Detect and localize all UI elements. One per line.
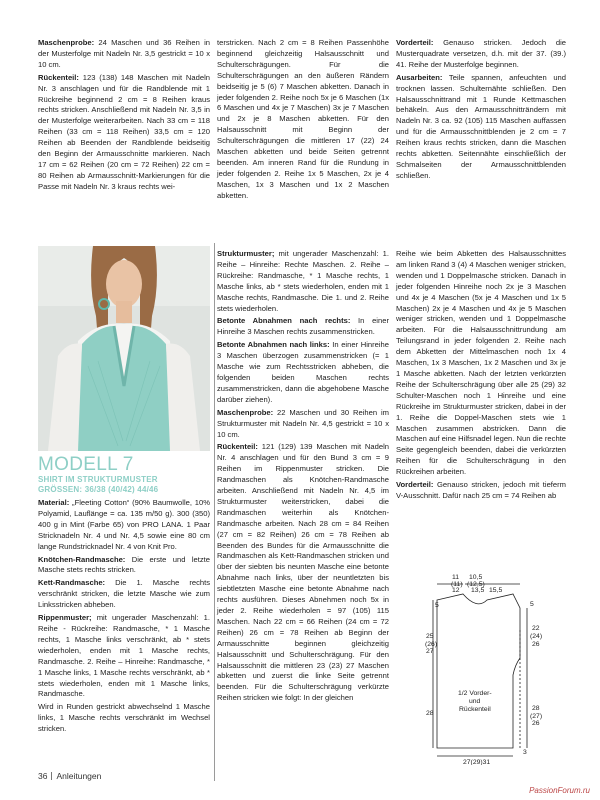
paragraph (217, 442, 389, 704)
dim-top-left-1: 11 (452, 574, 460, 581)
dim-left-mid-1: 25 (426, 633, 434, 640)
column-2-top (217, 38, 389, 204)
paragraph (217, 340, 389, 405)
paragraph (38, 38, 210, 71)
paragraph-heading: Betonte Abnahmen nach rechts: (217, 316, 351, 326)
paragraph (38, 498, 210, 553)
paragraph-text: 123 (138) 148 Maschen mit Nadeln Nr. 3 anschlagen und für die Randblende mit 1 Rückreihe beginnend 2 cm = 8 Reihen kraus rechts stricken. Anschließend mit Nadeln Nr. 3,5 in der Musterfolge weiterarbeiten. Nach 33 cm = 118 Reihen (33 cm = 118 Reihen) 33,5 cm = 120 Reihen ab Beenden der Randblende beidseitig den Beginn der Armausschnitte markieren. Nach 17 cm = 62 Reihen (20 cm = 72 Reihen) 22 cm = 80 Reihen ab Armausschnitt-Markierungen für die Passe mit Nadeln Nr. 3 kraus rechts wei- (38, 72, 210, 191)
dim-right-low-3: 26 (532, 720, 540, 727)
column-2-bottom (217, 249, 389, 706)
paragraph-text: 121 (129) 139 Maschen mit Nadeln Nr. 4 anschlagen und für den Bund 3 cm = 9 Reihen im Rippenmuster stricken. Die Randmaschen als Knötchen-Randmasche arbeiten. Anschließend mit Nadeln Nr. 4,5 im Strukturmuster weiterstricken, dabei die Randmaschen weiterhin als Knötchen-Randmasche arbeiten. Nach 28 cm = 84 Reihen (27 cm = 82 Reihen) 26 cm = 78 Reihen ab Beenden des Bundes für die Armausschnitte die Randmaschen als Kett-Randmaschen stricken und über der siebten bis neunten Masche eine betonte Abnahme nach links, über der neuntletzten bis siebtletzten Masche eine betonte Abnahme nach rechts ausführen. Dieses Abnehmen noch 5x in jeder 2. Reihe wiederholen = 97 (105) 115 Maschen. Nach 22 cm = 66 Reihen (24 cm = 72 Reihen) 26 cm = 78 Reihen ab Beginn der Armausschnitte beginnen gleichzeitig Halsausschnitt und Schulterschrägung. Für den Halsausschnitt die mittleren 23 (23) 27 Maschen abketten und zuerst die linke Seite getrennt beenden. Für die Schulterschrägung verkürzte Reihen stricken wie folgt: In der gleichen (217, 442, 389, 703)
paragraph-text: In einer Hinreihe 3 Maschen überzogen zusammenstricken (= 1 Masche wie zum Rechtsstricken abheben, die folgenden beiden Maschen rechts zusammenstricken, dann die abgehobene Masche darüber ziehen). (217, 340, 389, 404)
paragraph-heading: Vorderteil: (396, 480, 434, 490)
dim-top-left-3: 12 (452, 587, 460, 594)
dim-right-mid-1: 22 (532, 625, 540, 632)
paragraph (38, 578, 210, 611)
model-sizes: GRÖSSEN: 36/38 (40/42) 44/46 (38, 485, 159, 494)
paragraph (396, 38, 566, 71)
paragraph-text: Die 1. Masche rechts verschränkt stricken, die letzte Masche wie zum Linksstricken abheben. (38, 578, 210, 610)
dim-right-5: 5 (530, 601, 534, 608)
paragraph-text: Reihe wie beim Abketten des Halsausschnittes am linken Rand 3 (4) 4 Maschen weniger stricken, wenden und 1 Doppelmasche stricken. Danach in jeder folgenden Hinreihe noch 2x je 3 Maschen und 4x je 4 Maschen (5x je 4 Maschen und 1x 5 Maschen) 2x je 4 Maschen und 4x je 5 Maschen weniger stricken, wenden und 1 Doppelmasche arbeiten. Für die Halsausschnittrundung am Teilungsrand in jeder folgenden 2. Reihe nach dem Abketten der Mittelmaschen noch 1x 4 Maschen, 1x 3 Maschen, 1x 2 Maschen und 3x je 1 Masche abketten. Nach der letzten verkürzten Reihe der Schulterschrägung über alle 25 (29) 32 Schulter-Maschen noch 1 Hinreihe und eine Rückreihe im Strukturmuster stricken, dabei in der 1. Reihe die Doppel-Maschen stets wie 1 Maschen zusammen abstricken. Dann die Maschen auf eine Hilfsnadel legen. Nun die rechte Seite gegengleich beenden, dabei die verkürzten Reihen für die Schulterschrägung in den Rückreihen arbeiten. (396, 249, 566, 477)
schematic-label-2: und (469, 698, 481, 705)
paragraph-heading: Vorderteil: (396, 38, 434, 47)
dim-left-5: 5 (435, 602, 439, 609)
paragraph-text: Teile spannen, anfeuchten und trocknen lassen. Schulternähte schließen. Den Halsausschnittrand mit 1 Runde Kettmaschen behäkeln. Aus den Armausschnitträndern mit Nadeln Nr. 3 ca. 92 (105) 115 Maschen auffassen und für die Armausschnittblenden je 2 cm = 7 Reihen kraus rechts stricken, dann die Maschen rechts abketten. Seitennähte einschließlich der Schmalseiten der Armausschnittblenden schließen. (396, 72, 566, 180)
model-photo (38, 246, 210, 451)
page-footer (38, 771, 101, 781)
paragraph-text: mit ungerader Maschenzahl: 1. Reihe - Rückreihe: Randmasche, * 1 Masche rechts, 1 Masche links verschränkt, ab * stets wiederholen, enden mit 1 Masche rechts, Randmasche. 2. Reihe – Hinreihe: Randmasche, * 1 Masche links, 1 Masche rechts verschränkt, ab * stets wiederholen, enden mit 1 Masche links, Randmasche. (38, 613, 210, 699)
page-number: 36 (38, 771, 48, 781)
paragraph-text: Genauso stricken. Jedoch die Musterquadrate versetzen, d.h. mit der 37. (39.) 41. Reihe der Musterfolge beginnen. (396, 38, 566, 69)
paragraph (396, 249, 566, 478)
dim-bottom: 27(29)31 (463, 759, 491, 765)
dim-top-right-1: 10,5 (469, 574, 483, 581)
model-number: MODELL 7 (38, 454, 134, 475)
model-title-block (38, 455, 210, 495)
paragraph-heading: Betonte Abnahmen nach links: (217, 340, 330, 350)
paragraph-heading: Strukturmuster; (217, 249, 275, 258)
paragraph (396, 480, 566, 502)
paragraph (217, 316, 389, 338)
dim-right-low-1: 28 (532, 705, 540, 712)
garment-schematic (425, 570, 575, 765)
dim-right-mid-3: 26 (532, 641, 540, 648)
footer-divider (51, 772, 52, 780)
column-1-top (38, 38, 210, 195)
model-photo-illustration (38, 246, 210, 451)
paragraph-text: mit ungerader Maschenzahl: 1. Reihe – Hinreihe: Rechte Maschen. 2. Reihe – Rückreihe: Randmasche, * 1 Masche rechts, 1 Masche links, ab * stets wiederholen, enden mit 1 Masche rechts, Randmasche. Die 1. und 2. Reihe stets wiederholen. (217, 249, 389, 313)
dim-top-right-3: 13,5 (471, 587, 485, 594)
paragraph (217, 408, 389, 441)
paragraph-heading: Rippenmuster; (38, 613, 92, 623)
paragraph-text: Genauso stricken, jedoch mit tieferm V-Ausschnitt. Dafür nach 25 cm = 74 Reihen ab (396, 480, 566, 500)
dim-left-low: 28 (426, 710, 434, 717)
schematic-label-1: 1/2 Vorder- (458, 690, 492, 697)
paragraph-heading: Kett-Randmasche: (38, 578, 106, 588)
dim-top-right-2: (12,5) (467, 581, 485, 588)
paragraph-text: 22 Maschen und 30 Reihen im Strukturmuster mit Nadeln Nr. 4,5 gestrickt = 10 x 10 cm. (217, 407, 389, 439)
paragraph-heading: Maschenprobe: (217, 407, 274, 417)
paragraph (38, 702, 210, 735)
dim-left-mid-3: 27 (426, 648, 434, 655)
dim-right-mid-2: (24) (530, 633, 543, 640)
column-1-bottom (38, 498, 210, 737)
model-subtitle: SHIRT IM STRUKTURMUSTER (38, 475, 158, 484)
paragraph-text: „Fleeting Cotton“ (90% Baumwolle, 10% Polyamid, Lauflänge = ca. 135 m/50 g). 300 (350) 400 g in Mint (Farbe 65) von PRO LANA. 1 Paar Stricknadeln Nr. 4 und Nr. 4,5 sowie eine 80 cm lange Rundstricknadel Nr. 4 von Knit Pro. (38, 498, 210, 551)
column-divider (214, 243, 215, 781)
footer-section: Anleitungen (56, 771, 102, 781)
paragraph (38, 613, 210, 700)
paragraph-heading: Knötchen-Randmasche: (38, 554, 126, 564)
paragraph-text: Die erste und letzte Masche stets rechts stricken. (38, 554, 210, 575)
column-3-bottom (396, 249, 566, 504)
dim-top-right-4: 15,5 (489, 587, 503, 594)
paragraph (38, 73, 210, 193)
paragraph-text: terstricken. Nach 2 cm = 8 Reihen Passenhöhe beginnend gleichzeitig Halsausschnitt und Schulterschrägungen. Für die Schulterschrägungen an den äußeren Rändern beidseitig je 5 (6) 7 Maschen abketten. Danach in jeder folgenden 2. Reihe noch 5x je 6 Maschen (1x 6 Maschen und 4x je 7 Maschen) 3x je 7 Maschen und 2x je 8 Maschen abketten. Für den Halsausschnitt mit Beginn der Schulterschrägungen die mittleren 17 (22) 24 Maschen abketten und beide Seiten getrennt beenden. Am inneren Rand für die Rundung in jeder folgenden 2. Reihe 1x 5 Maschen, 2x je 4 Maschen, 1x 3 Maschen und 1x 2 Maschen abketten. (217, 38, 389, 200)
column-3-top (396, 38, 566, 184)
paragraph (396, 73, 566, 182)
paragraph-text: 24 Maschen und 36 Reihen in der Musterfolge mit Nadeln Nr. 3,5 gestrickt = 10 x 10 cm. (38, 38, 210, 69)
paragraph (217, 38, 389, 202)
dim-top-left-2: (11) (451, 581, 463, 588)
paragraph (38, 555, 210, 577)
dim-left-mid-2: (26) (425, 641, 438, 648)
paragraph-heading: Maschenprobe: (38, 38, 95, 47)
paragraph-text: Wird in Runden gestrickt abwechselnd 1 Masche links, 1 Masche rechts verschränkt im Wechsel stricken. (38, 702, 210, 734)
paragraph-text: In einer Hinreihe 3 Maschen rechts zusammenstricken. (217, 316, 389, 337)
paragraph (217, 249, 389, 314)
watermark: PassionForum.ru (529, 786, 590, 795)
schematic-label-3: Rückenteil (459, 706, 491, 713)
dim-right-low-2: (27) (530, 713, 543, 720)
paragraph-heading: Rückenteil: (38, 72, 79, 82)
paragraph-heading: Rückenteil: (217, 442, 258, 452)
paragraph-heading: Material: (38, 498, 70, 507)
dim-bottom-right: 3 (523, 749, 527, 756)
paragraph-heading: Ausarbeiten: (396, 72, 443, 82)
